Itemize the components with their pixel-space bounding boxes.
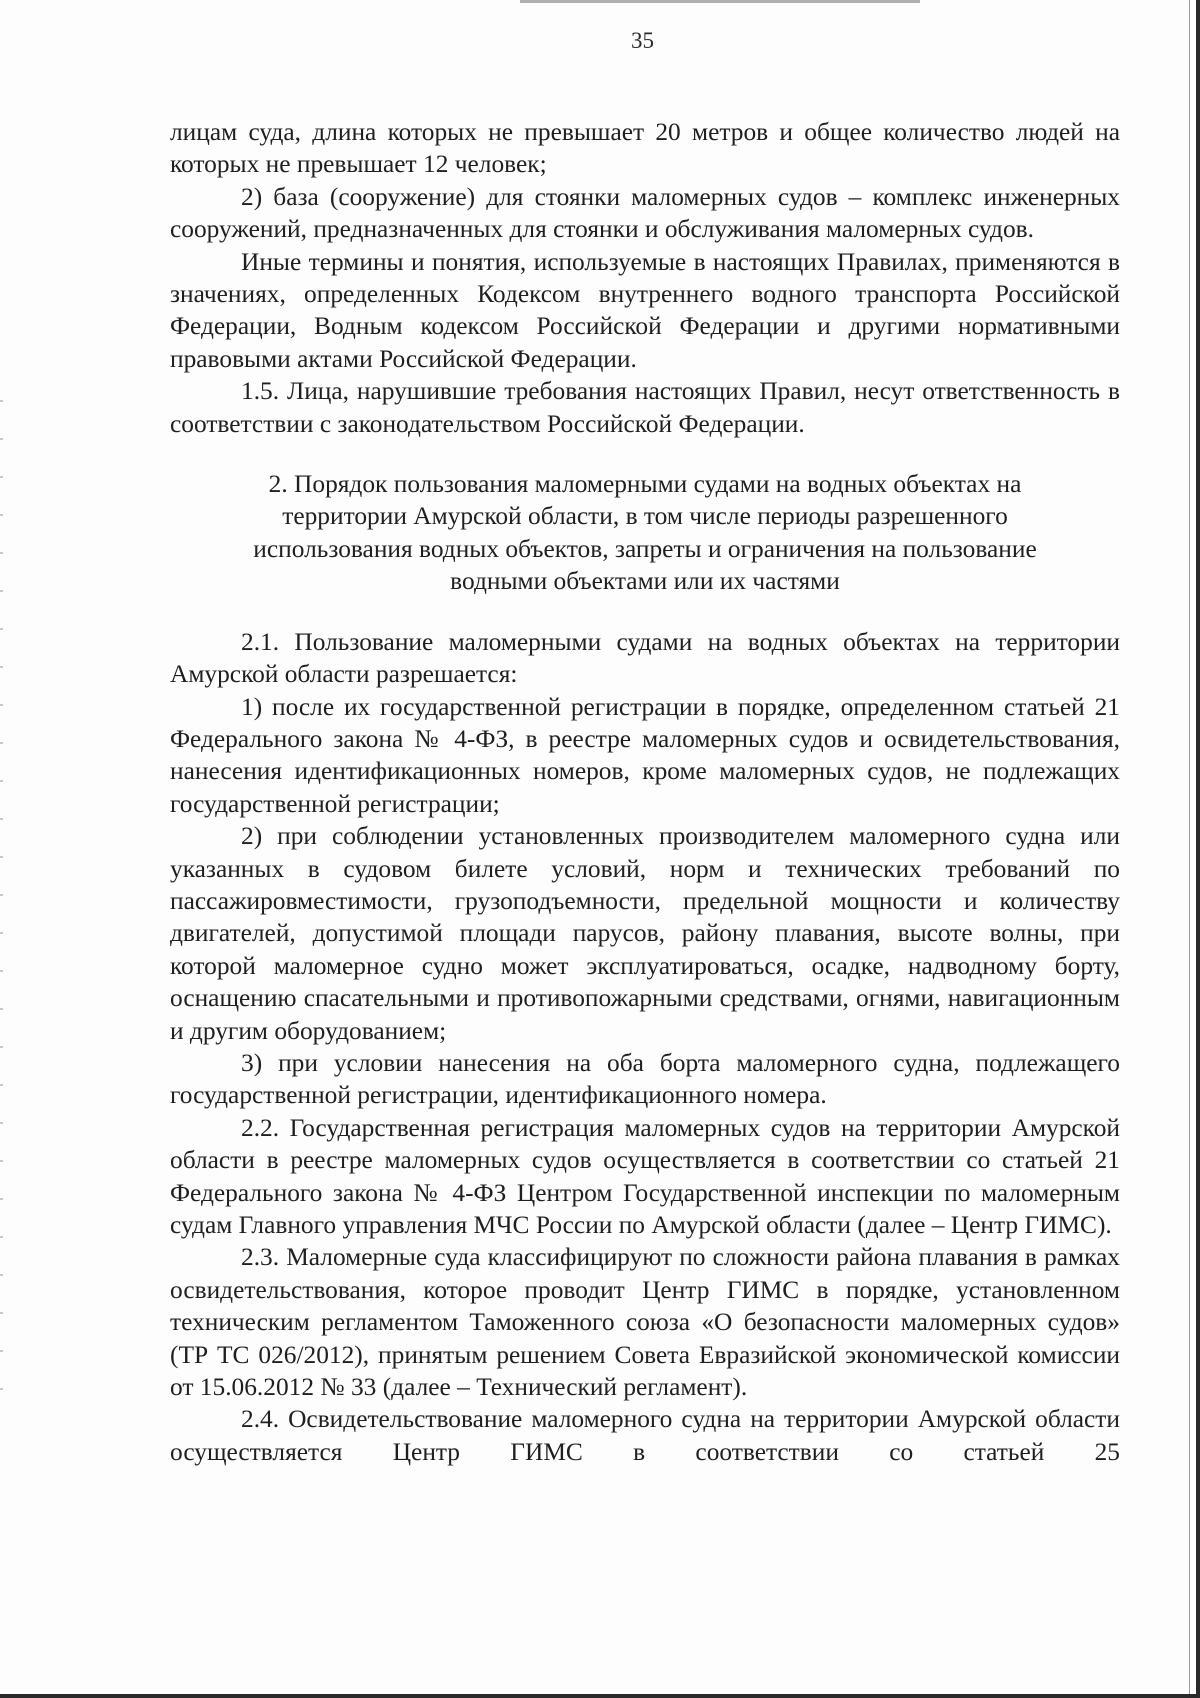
document-body — [170, 116, 1120, 1468]
paragraph: 2.3. Маломерные суда классифицируют по сложности района плавания в рамках освидетельствования, которое проводит Центр ГИМС в порядке, установленном техническим регламентом Таможенного союза «О безопасности маломерных судов» (ТР ТС 026/2012), принятым решением Совета Евразийской экономической комиссии от 15.06.2012 № 33 (далее – Технический регламент). — [170, 1243, 1120, 1402]
paragraph: 1) после их государственной регистрации в порядке, определенном статьей 21 Федерального закона № 4-ФЗ, в реестре маломерных судов и освидетельствования, нанесения идентификационных номеров, кроме маломерных судов, не подлежащих государственной регистрации; — [170, 692, 1120, 818]
paragraphs-bottom — [170, 626, 1120, 1469]
paragraph: 2) при соблюдении установленных производителем маломерного судна или указанных в судовом билете условий, норм и технических требований по пассажировместимости, грузоподъемности, предельной мощности и количеству двигателей, допустимой площади парусов, району плавания, высоте волны, при которой маломерное судно может эксплуатироваться, осадке, надводному борту, оснащению спасательными и противопожарными средствами, огнями, навигационным и другим оборудованием; — [170, 822, 1120, 1045]
page-number: 35 — [631, 28, 654, 53]
scan-artifact-right-line — [1189, 0, 1190, 1698]
paragraph: 1.5. Лица, нарушившие требования настоящих Правил, несут ответственность в соответствии с законодательством Российской Федерации. — [170, 377, 1120, 438]
paragraph: 2.4. Освидетельствование маломерного судна на территории Амурской области осуществляется Центр ГИМС в соответствии со статьей 25 — [170, 1405, 1120, 1466]
paragraph: 3) при условии нанесения на оба борта маломерного судна, подлежащего государственной регистрации, идентификационного номера. — [170, 1048, 1120, 1110]
paragraph: лицам суда, длина которых не превышает 20 метров и общее количество людей на которых не превышает 12 человек; — [170, 118, 1120, 179]
scan-artifact-right-edge — [1196, 0, 1200, 1698]
paragraph: Иные термины и понятия, используемые в настоящих Правилах, применяются в значениях, определенных Кодексом внутреннего водного транспорта Российской Федерации, Водным кодексом Российской Федерации и другими нормативными правовыми актами Российской Федерации. — [170, 247, 1120, 373]
paragraph: 2.2. Государственная регистрация маломерных судов на территории Амурской области в реестре маломерных судов осуществляется в соответствии со статьей 21 Федерального закона № 4-ФЗ Центром Государственной инспекции по маломерным судам Главного управления МЧС России по Амурской области (далее – Центр ГИМС). — [170, 1113, 1120, 1239]
section-heading-line: территории Амурской области, в том числе периоды разрешенного — [282, 502, 1008, 531]
section-heading-line: использования водных объектов, запреты и ограничения на пользование — [253, 534, 1037, 563]
paragraph: 2.1. Пользование маломерными судами на водных объектах на территории Амурской области разрешается: — [170, 627, 1120, 689]
scan-artifact-top — [520, 0, 920, 3]
paragraphs-top — [170, 116, 1120, 440]
section-heading-line: водными объектами или их частями — [450, 567, 840, 596]
section-heading — [170, 468, 1120, 598]
scan-artifact-bottom-edge — [0, 1694, 1200, 1698]
paragraph: 2) база (сооружение) для стоянки маломерных судов – комплекс инженерных сооружений, предназначенных для стоянки и обслуживания маломерных судов. — [170, 182, 1120, 244]
scan-artifact-left — [0, 400, 3, 1400]
section-heading-line: 2. Порядок пользования маломерными судами на водных объектах на — [268, 470, 1022, 499]
